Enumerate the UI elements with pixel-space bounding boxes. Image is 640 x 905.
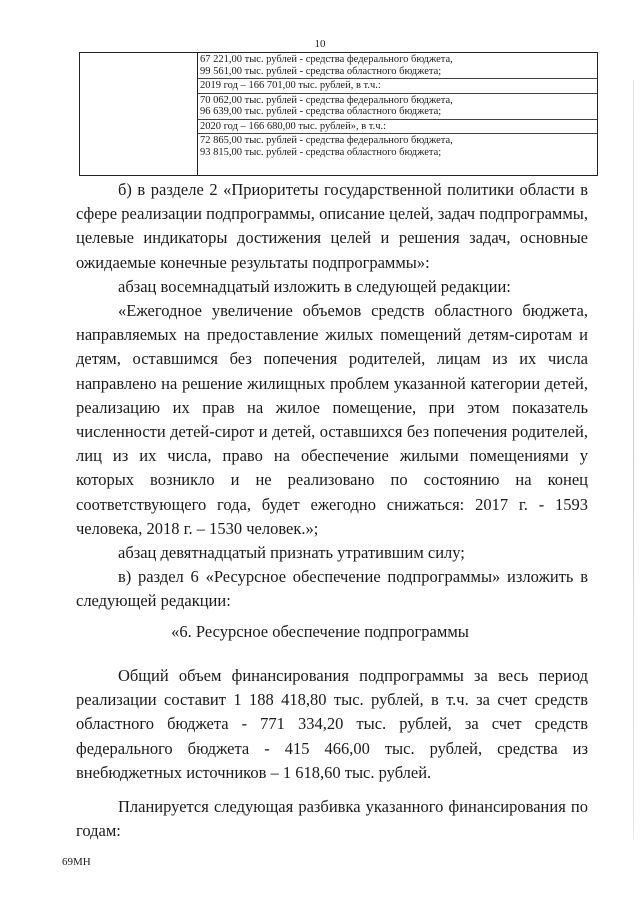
- table-line: 2020 год – 166 680,00 тыс. рублей», в т.ч.:: [200, 120, 387, 132]
- paragraph-abzac-19: абзац девятнадцатый признать утратившим силу;: [118, 543, 465, 563]
- table-cell-3: [198, 93, 597, 119]
- budget-table: [79, 52, 598, 176]
- table-left-column: [80, 53, 198, 175]
- paragraph-quoted-text: «Ежегодное увеличение объемов средств областного бюджета, направляемых на предоставление жилых помещений детям-сиротам и детям, оставшимся без попечения родителей, лицам из их числа направлено на решение жилищных проблем указанной категории детей, реализацию их прав на жилое помещение, при этом показатель численности детей-сирот и детей, оставшихся без попечения родителей, лиц из их числа, право на обеспечение жилыми помещениями у которых возникло и не реализовано по состоянию на конец соответствующего года, будет ежегодно снижаться: 2017 г. - 1593 человека, 2018 г. – 1530 человек.»;: [76, 301, 588, 538]
- table-line: 93 815,00 тыс. рублей - средства областного бюджета;: [200, 146, 442, 158]
- table-line: 67 221,00 тыс. рублей - средства федерального бюджета,: [200, 54, 453, 65]
- page-number: 10: [314, 38, 326, 50]
- financing-text: [76, 664, 588, 843]
- table-line: 70 062,00 тыс. рублей - средства федерального бюджета,: [200, 94, 453, 106]
- paragraph-breakdown: Планируется следующая разбивка указанного финансирования по годам:: [76, 797, 588, 841]
- table-line: 96 639,00 тыс. рублей - средства областного бюджета;: [200, 106, 442, 117]
- paragraph-abzac-18: абзац восемнадцатый изложить в следующей редакции:: [118, 276, 511, 296]
- paragraph-total-financing: Общий объем финансирования подпрограммы за весь период реализации составит 1 188 418,80 тыс. рублей, в т.ч. за счет средств областного бюджета - 771 334,20 тыс. рублей, за счет средств федерального бюджета - 415 466,00 тыс. рублей, средства из внебюджетных источников – 1 618,60 тыс. рублей.: [76, 666, 588, 782]
- table-line: 2019 год – 166 701,00 тыс. рублей, в т.ч.:: [200, 80, 381, 91]
- table-right-column: [198, 53, 597, 175]
- table-cell-2020: [198, 119, 597, 134]
- scan-edge-mark: [633, 80, 634, 840]
- table-line: 72 865,00 тыс. рублей - средства федерального бюджета,: [200, 135, 453, 146]
- paragraph-section-6: в) раздел 6 «Ресурсное обеспечение подпрограммы» изложить в следующей редакции:: [76, 567, 588, 611]
- paragraph-section-2: б) в разделе 2 «Приоритеты государственной политики области в сфере реализации подпрограммы, описание целей, задач подпрограммы, целевые индикаторы достижения целей и решения задач, основные ожидаемые конечные результаты подпрограммы»:: [76, 180, 588, 272]
- table-line: 99 561,00 тыс. рублей - средства областного бюджета;: [200, 65, 442, 77]
- table-cell-2019: [198, 78, 597, 93]
- section-heading: «6. Ресурсное обеспечение подпрограммы: [171, 622, 469, 641]
- table-cell-5: [198, 133, 597, 159]
- table-cell-1: [198, 53, 597, 78]
- footer-code: 69МН: [62, 856, 91, 868]
- amendment-text: [76, 178, 588, 614]
